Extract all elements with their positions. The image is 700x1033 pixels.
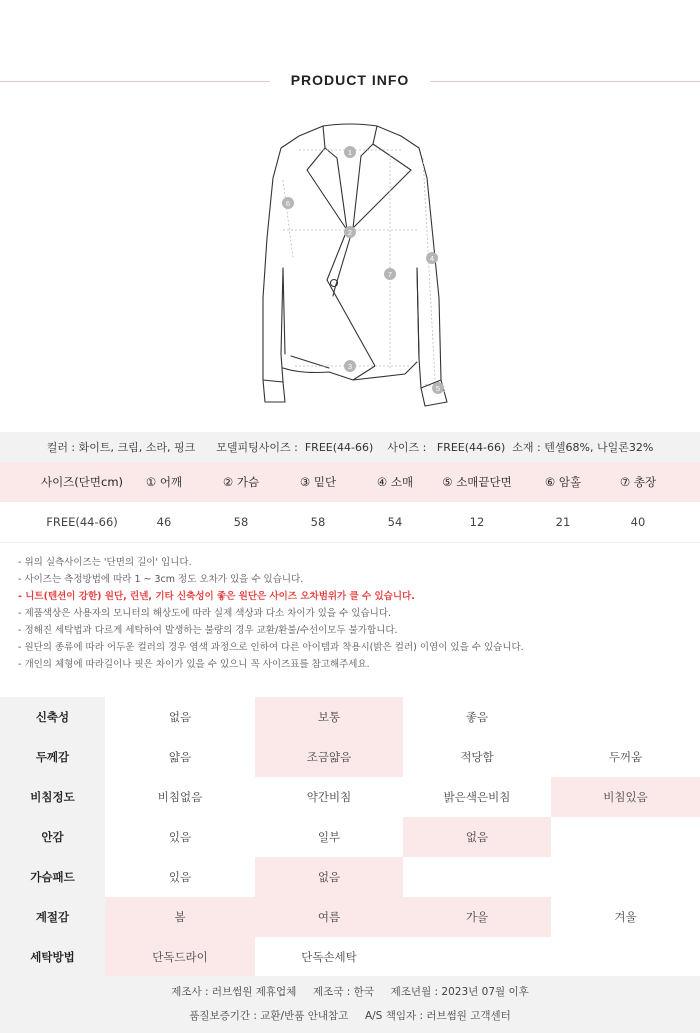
attribute-label: 안감 xyxy=(0,817,105,857)
marker-label-5: 5 xyxy=(435,383,441,393)
note-line: - 정해진 세탁법과 다르게 세탁하여 발생하는 불량의 경우 교환/환불/수선이모두 불가합니다. xyxy=(18,625,398,636)
marker-label-3: 3 xyxy=(347,361,353,371)
attribute-option xyxy=(551,697,700,737)
measurement-markers xyxy=(282,146,444,394)
attribute-option: 없음 xyxy=(168,710,192,724)
size-value: FREE(44-66) xyxy=(436,440,506,454)
size-header-cell-2: ② 가슴 xyxy=(222,475,260,489)
attribute-option: 비침없음 xyxy=(157,790,203,804)
attribute-option: 비침있음 xyxy=(551,777,700,817)
attribute-option: 여름 xyxy=(255,897,403,937)
note-line: - 제품색상은 사용자의 모니터의 해상도에 따라 실제 색상과 다소 차이가 있을 수 있습니다. xyxy=(18,608,392,619)
size-header-cell-0: 사이즈(단면cm) xyxy=(40,475,124,489)
marker-label-1: 1 xyxy=(347,147,353,157)
size-value-cell-4: 54 xyxy=(387,515,403,529)
attribute-label: 신축성 xyxy=(0,697,105,737)
attribute-option: 얇음 xyxy=(168,750,192,764)
header-divider-left xyxy=(0,81,270,82)
note-line: - 니트(텐션이 강한) 원단, 린넨, 기타 신축성이 좋은 원단은 사이즈 오차범위가 클 수 있습니다. xyxy=(18,591,415,602)
attribute-row xyxy=(0,737,700,777)
attribute-option xyxy=(551,817,700,857)
attribute-option xyxy=(551,857,700,897)
attribute-option: 밝은색은비침 xyxy=(443,790,511,804)
attribute-option: 단독손세탁 xyxy=(301,950,357,964)
attribute-label: 계절감 xyxy=(0,897,105,937)
marker-label-2: 2 xyxy=(347,227,353,237)
size-header-cell-5: ⑤ 소매끝단면 xyxy=(442,475,512,489)
attribute-option xyxy=(551,937,700,977)
attribute-option: 좋음 xyxy=(465,710,489,724)
attribute-label: 가슴패드 xyxy=(0,857,105,897)
attribute-option: 없음 xyxy=(403,817,551,857)
attribute-row xyxy=(0,817,700,857)
note-line: - 원단의 종류에 따라 어두운 컬러의 경우 염색 과정으로 인하여 다른 아이템과 착용시(밝은 컬러) 이염이 있을 수 있습니다. xyxy=(18,642,524,653)
attribute-option xyxy=(403,937,551,977)
size-table-header xyxy=(0,462,700,502)
header-divider-right xyxy=(430,81,700,82)
footer-warranty-line: 품질보증기간 : 교환/반품 안내참고 A/S 책임자 : 러브썸원 고객센터 xyxy=(189,1010,511,1022)
product-footer xyxy=(0,976,700,1033)
attribute-label: 비침정도 xyxy=(0,777,105,817)
attribute-option: 가을 xyxy=(403,897,551,937)
attribute-row xyxy=(0,897,700,937)
size-value-cell-1: 46 xyxy=(156,515,172,529)
size-table-row xyxy=(0,502,700,542)
section-header xyxy=(0,68,700,96)
attribute-option: 봄 xyxy=(105,897,255,937)
attribute-row xyxy=(0,857,700,897)
marker-label-4: 4 xyxy=(429,253,435,263)
attribute-option: 보통 xyxy=(255,697,403,737)
attribute-option: 적당함 xyxy=(460,750,494,764)
attribute-option: 약간비침 xyxy=(306,790,352,804)
size-label: 사이즈 : xyxy=(387,441,427,454)
note-line: - 개인의 체형에 따라길이나 핏은 차이가 있을 수 있으니 꼭 사이즈표를 참고해주세요. xyxy=(18,659,370,670)
marker-label-7: 7 xyxy=(387,269,393,279)
attribute-option: 두꺼움 xyxy=(608,750,643,764)
material-label: 소재 : xyxy=(512,441,541,454)
color-value: 화이트, 크림, 소라, 핑크 xyxy=(78,441,196,454)
attribute-option: 일부 xyxy=(317,830,341,844)
attribute-option: 단독드라이 xyxy=(105,937,255,977)
attribute-label: 두께감 xyxy=(0,737,105,777)
size-notes xyxy=(18,554,688,673)
product-summary-bar xyxy=(0,432,700,462)
attribute-option: 있음 xyxy=(168,870,192,884)
attribute-row xyxy=(0,697,700,737)
size-value-cell-6: 21 xyxy=(555,515,571,529)
attribute-grid xyxy=(0,697,700,977)
material-value: 텐셀68%, 나일론32% xyxy=(544,441,654,454)
size-header-cell-7: ⑦ 총장 xyxy=(619,475,657,489)
size-value-cell-7: 40 xyxy=(630,515,646,529)
size-header-cell-3: ③ 밑단 xyxy=(299,475,337,489)
attribute-label: 세탁방법 xyxy=(0,937,105,977)
footer-manufacturer-line: 제조사 : 러브썸원 제휴업체 제조국 : 한국 제조년월 : 2023년 07월 이후 xyxy=(171,986,529,998)
attribute-option: 없음 xyxy=(255,857,403,897)
size-header-cell-6: ⑥ 암홀 xyxy=(544,475,582,489)
size-header-cell-4: ④ 소매 xyxy=(376,475,414,489)
section-title: PRODUCT INFO xyxy=(290,72,410,88)
attribute-row xyxy=(0,777,700,817)
note-line: - 위의 실측사이즈는 '단면의 길이' 입니다. xyxy=(18,557,192,568)
model-size-label: 모델피팅사이즈 : xyxy=(216,441,298,454)
size-value-cell-0: FREE(44-66) xyxy=(46,515,118,529)
attribute-option: 있음 xyxy=(168,830,192,844)
attribute-row xyxy=(0,937,700,977)
attribute-option: 조금얇음 xyxy=(255,737,403,777)
size-table-divider xyxy=(0,542,700,543)
marker-label-6: 6 xyxy=(285,198,291,208)
size-header-cell-1: ① 어깨 xyxy=(145,475,183,489)
model-size-value: FREE(44-66) xyxy=(304,440,374,454)
color-label: 컬러 : xyxy=(46,441,76,454)
jacket-measurement-diagram xyxy=(235,118,465,408)
note-line: - 사이즈는 측정방법에 따라 1 ~ 3cm 정도 오차가 있을 수 있습니다. xyxy=(18,574,304,585)
size-value-cell-2: 58 xyxy=(233,515,249,529)
size-value-cell-3: 58 xyxy=(310,515,326,529)
size-value-cell-5: 12 xyxy=(469,515,485,529)
attribute-option xyxy=(403,857,551,897)
attribute-option: 겨울 xyxy=(614,910,637,924)
